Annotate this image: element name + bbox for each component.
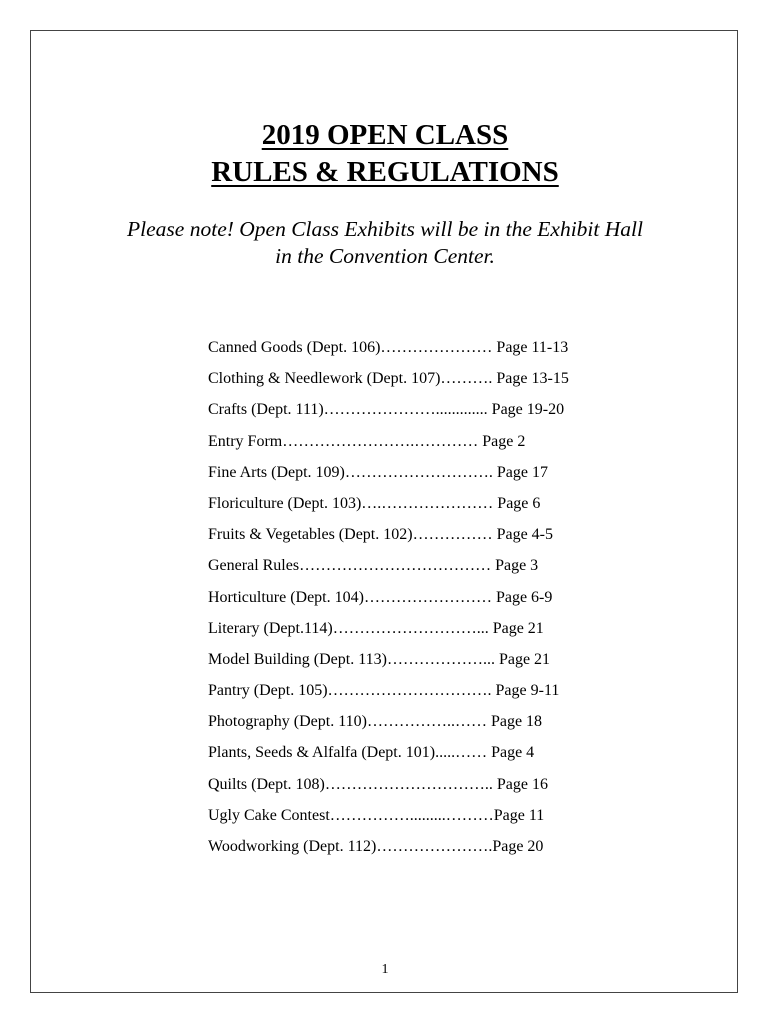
toc-entry-pantry: Pantry (Dept. 105)…………………………. Page 9-11 (208, 682, 560, 700)
toc-entry-ugly-cake-contest: Ugly Cake Contest…………….........………Page 11 (208, 806, 545, 824)
toc-entry-horticulture: Horticulture (Dept. 104)…………………… Page 6-9 (208, 588, 553, 606)
title-line-1: 2019 OPEN CLASS (261, 119, 509, 151)
toc-entry-plants-seeds-alfalfa: Plants, Seeds & Alfalfa (Dept. 101).....…… Page 4 (208, 744, 535, 762)
title-line-2: RULES & REGULATIONS (211, 156, 559, 188)
toc-entry-woodworking: Woodworking (Dept. 112)………………….Page 20 (208, 838, 544, 855)
table-of-contents (208, 332, 569, 862)
page-number: 1 (381, 962, 389, 977)
toc-entry-crafts: Crafts (Dept. 111)…………………............. Page 19-20 (208, 401, 565, 419)
toc-entry-model-building: Model Building (Dept. 113)………………... Page 21 (208, 650, 551, 668)
toc-entry-entry-form: Entry Form…………………….………… Page 2 (208, 432, 526, 450)
toc-entry-literary: Literary (Dept.114)………………………... Page 21 (208, 619, 544, 637)
note-line-2: in the Convention Center. (275, 244, 495, 268)
toc-entry-general-rules: General Rules……………………………… Page 3 (208, 557, 539, 575)
toc-entry-photography: Photography (Dept. 110)……………..…… Page 18 (208, 713, 543, 731)
toc-entry-canned-goods: Canned Goods (Dept. 106)………………… Page 11-13 (208, 339, 569, 356)
note-line-1: Please note! Open Class Exhibits will be in the Exhibit Hall (127, 217, 643, 241)
toc-entry-fruits-vegetables: Fruits & Vegetables (Dept. 102)…………… Page 4-5 (208, 526, 553, 544)
toc-entry-quilts: Quilts (Dept. 108)………………………….. Page 16 (208, 775, 548, 793)
toc-entry-clothing-needlework: Clothing & Needlework (Dept. 107)………. Page 13-15 (208, 370, 569, 388)
toc-entry-floriculture: Floriculture (Dept. 103)….………………… Page 6 (208, 494, 541, 512)
toc-entry-fine-arts: Fine Arts (Dept. 109)………………………. Page 17 (208, 463, 548, 481)
